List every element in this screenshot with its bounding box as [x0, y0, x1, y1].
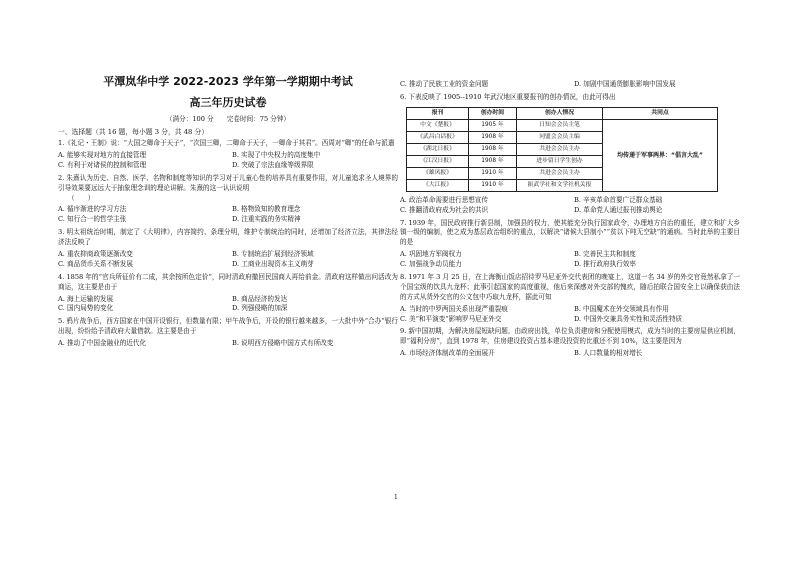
option-d: D. 加剧中国通货膨胀影响中国发展 [574, 80, 676, 88]
table-cell: 1905 年 [469, 119, 517, 131]
question-options [58, 295, 398, 315]
exam-subtitle: 高三年历史试卷 [189, 95, 267, 109]
option-b: B. 中国魔术在外交领域具有作用 [574, 304, 669, 313]
question-options [400, 250, 740, 270]
answer-paren: （ ） [68, 193, 95, 202]
table-cell: 《武昌白话报》 [407, 131, 469, 143]
question-stem: 3. 明太祖统治时期，制定了《大明律》，内容简约、条理分明，维护专制统治的同时，还增加了经济立法，其律法经济法反映了 [58, 228, 398, 247]
question-stem: 4. 1858 年的“官兵所征价有二成，其余按所色定价”，同时清政府撤回民国商人再给前金。清政府这样做出问活改为商运，这主要是由于 [58, 272, 398, 291]
option-a: A. 循序渐进的学习方法 [58, 205, 127, 214]
q5-continued-options [400, 80, 740, 90]
option-a: A. 重农抑商政策逐渐改变 [58, 249, 133, 258]
question-options [58, 250, 398, 270]
option-c: C. 国内局势的变化 [58, 304, 114, 313]
question-6 [400, 93, 740, 216]
option-b: B. 格物致知的教育理念 [232, 205, 301, 214]
exam-meta: （满分：100 分 完卷时间：75 分钟） [165, 115, 291, 123]
option-a: A. 海上运输的发展 [58, 294, 114, 303]
option-c: C. 推动了民族工业的资金问题 [400, 80, 489, 88]
table-header: 共同点 [603, 107, 718, 119]
question-stem: 2. 朱熹认为历史、自然、医学、名物和制度等知识的学习对于儿童心性的培养具有重要作用，对儿童追求圣人境界的引导效果要远远大于抽象理念训的理论讲解。朱熹的这一认识说明 [58, 173, 398, 192]
option-d: D. 推行政府执行效率 [574, 260, 636, 269]
left-question-list [58, 139, 398, 349]
question-stem: 8. 1971 年 3 月 25 日，在上海衡山饭店招待罗马尼亚外交代表团的晚宴上，这道一名 34 岁的外交官竟然私拿了一个国宝级的饮具九龙杯；此事引起国家的高度重视，他后来深感对外交部的愧疚，随后拍联合国安全上以确保获由法的方式从货外交官的公文包中巧取九龙杯，据此可知 [400, 273, 740, 301]
section-heading: 一、选择题（共 16 题，每小题 3 分，共 48 分） [58, 127, 209, 136]
question-stem: 9. 新中国初期，为解决房屋短缺问题，由政府出钱，单位负责建房和分配使用模式，成为当时的主要房屋供应机制，即“福利分房”，直到 1978 年，住房建设投资占基本建设投资的比重还不到 10%，这主要是因为 [400, 327, 740, 346]
option-a: A. 推动了中国金融业的近代化 [58, 339, 147, 348]
option-b: B. 商品经济的发达 [232, 294, 288, 303]
table-cell: 共进会会员主办 [517, 167, 603, 179]
table-header: 创办人情况 [517, 107, 603, 119]
option-a: A. 政治革命需要进行思想宣传 [400, 195, 489, 204]
table-header: 报刊 [407, 107, 469, 119]
question-options [58, 205, 398, 225]
option-c: C. 有利于对诸侯的控制和管理 [58, 160, 147, 169]
option-b: B. 说明西方侵略中国方式有所改变 [232, 339, 334, 348]
table-header: 创办时间 [469, 107, 517, 119]
option-c: C. 加强战争动员能力 [400, 260, 462, 269]
question-options [400, 305, 740, 325]
table-row [407, 119, 718, 131]
question-stem: 7. 1939 年，国民政府推行新县制，加强县的权力，使其能充分执行国家政令，办理地方自治的重任，建立和扩大乡镇一级的编制，使之成为基层政治组织的重点，以解决“诸候大县制小”“贫以下吨无空缺”的通病。当时此举的主要目的是 [400, 218, 740, 247]
table-cell: 《大江报》 [407, 179, 469, 191]
question-item [400, 273, 740, 324]
option-c: C. 推翻清政府成为社会的共识 [400, 205, 489, 214]
question-options [58, 339, 398, 349]
question-item [400, 327, 740, 359]
table-cell: 1910 年 [469, 179, 517, 191]
option-c: C. 知行合一的哲学主张 [58, 215, 127, 224]
option-b: B. 人口数量的相对增长 [574, 349, 643, 358]
table-header-row [407, 107, 718, 119]
right-column [400, 78, 740, 362]
question-options [58, 151, 398, 171]
table-cell: 日知会会员主笔 [517, 119, 603, 131]
option-a: A. 巩固地方军阀权力 [400, 250, 462, 259]
table-cell: 同盟会会员主编 [517, 131, 603, 143]
option-a: A. 能够实现对地方的直接管理 [58, 150, 147, 159]
option-d: D. 突破了宗法血缘等级界限 [232, 160, 314, 169]
exam-title: 平潭岚华中学 2022-2023 学年第一学期期中考试 [103, 75, 353, 88]
question-item [400, 219, 740, 270]
left-column [58, 74, 398, 352]
table-cell: 《雄风报》 [407, 167, 469, 179]
option-c: C. 美“和平演变”影响罗马尼亚外交 [400, 314, 502, 323]
option-a: A. 市场经济体制改革的全面展开 [400, 349, 495, 358]
table-cell: 振武学社和文学社机关报 [517, 179, 603, 191]
question-options [400, 196, 740, 216]
table-cell: 1908 年 [469, 155, 517, 167]
page-number: 1 [394, 494, 398, 501]
table-cell: 共进会会员主办 [517, 143, 603, 155]
option-d: D. 列强侵略的加深 [232, 304, 288, 313]
table-cell: 1908 年 [469, 143, 517, 155]
question-stem: 6. 下表反映了 1905--1910 年武汉地区重要报刊的创办情况，由此可得出 [400, 92, 616, 101]
table-cell: 进步留日学生创办 [517, 155, 603, 167]
question-options [400, 349, 740, 359]
option-c: C. 商品货币关系不断发展 [58, 259, 133, 268]
right-question-list [400, 219, 740, 360]
table-body [407, 119, 718, 191]
table-cell: 中文《楚报》 [407, 119, 469, 131]
question-item [58, 228, 398, 270]
option-d: D. 中国外交兼具务实性和灵活性特质 [574, 314, 683, 323]
question-stem: 5. 鸦片战争后，西方国家在中国开设银行，但数量有限；甲午战争后，开设的银行越来越多，一大批中外“合办”银行出现，纷纷给予清政府大量借款。这主要是由于 [58, 317, 398, 336]
option-b: B. 专制统治扩展到经济领域 [232, 249, 314, 258]
table-cell: 《江汉日报》 [407, 155, 469, 167]
question-stem: 1.《礼记・王制》说：“大国之卿命于天子”，“次国三卿，二卿命于天子，一卿命于其君”。西周对“卿”的任命与派遣 [58, 139, 395, 148]
option-b: B. 辛亥革命首要广泛群众基础 [574, 195, 663, 204]
option-d: D. 革命党人通过报刊推动舆论 [574, 205, 663, 214]
question-item [58, 317, 398, 349]
table-cell: 《湖北日报》 [407, 143, 469, 155]
option-d: D. 注重实践的务实精神 [232, 215, 301, 224]
newspaper-table [406, 107, 718, 192]
option-d: D. 工商业出现资本主义萌芽 [232, 259, 314, 268]
option-a: A. 当时的中罗两国关系出现严重裂痕 [400, 304, 508, 313]
question-item [58, 139, 398, 171]
option-b: B. 实现了中央权力的高度集中 [232, 150, 321, 159]
table-cell: 1908 年 [469, 131, 517, 143]
question-item [58, 174, 398, 225]
table-cell: 1910 年 [469, 167, 517, 179]
question-item [58, 273, 398, 315]
option-b: B. 完善民主共和制度 [574, 250, 636, 259]
table-cell-common: 均传递于军事两界：“倡言大乱” [603, 119, 718, 191]
